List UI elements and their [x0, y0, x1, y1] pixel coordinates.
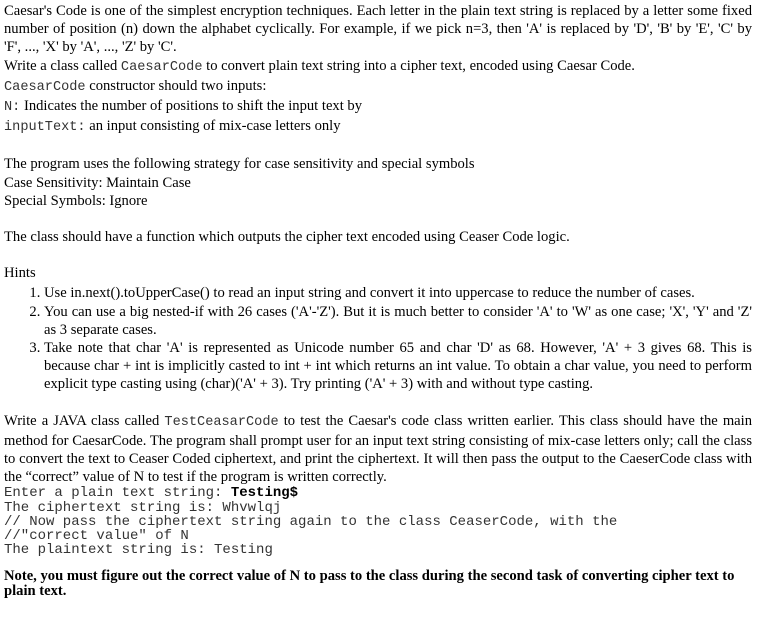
test-text-pre: Write a JAVA class called	[4, 412, 165, 429]
class-desc-text-2: to convert plain text string into a cipher text, encoded using Caesar Code.	[202, 57, 635, 74]
constructor-line	[4, 77, 752, 97]
input-n-code: N:	[4, 100, 21, 116]
hint-item: 3. Take note that char 'A' is represented as Unicode number 65 and char 'D' as 68. However, 'A' + 3 gives 68. This is because char + int is implicitly casted to int + int which returns an int value. To obtain a char value, you need to perform explicit type casting using (char)('A' + 3). Try printing ('A' + 3) with and without type casting.	[44, 339, 752, 394]
hint-item: 1. Use in.next().toUpperCase() to read an input string and convert it into uppercase to reduce the number of cases.	[44, 284, 752, 302]
test-class-paragraph	[4, 412, 752, 487]
intro-paragraph: Caesar's Code is one of the simplest encryption techniques. Each letter in the plain text string is replaced by a letter some fixed number of position (n) down the alphabet cyclically. For example, if we pick n=3, then 'A' is replaced by 'D', 'B' by 'E', 'C' by 'F', ..., 'X' by 'A', ..., 'Z' by 'C'.	[4, 3, 752, 56]
sample-line-3: // Now pass the ciphertext string again to the class CeaserCode, with the	[4, 513, 618, 530]
class-description	[4, 57, 752, 77]
input-text-desc: an input consisting of mix-case letters only	[85, 118, 341, 135]
test-class-code: TestCeasarCode	[164, 414, 279, 430]
class-name-code: CaesarCode	[120, 59, 203, 75]
input-text-code: inputText:	[4, 120, 86, 136]
strategy-line-3: Special Symbols: Ignore	[4, 192, 148, 209]
input-text-line	[4, 117, 752, 137]
strategy-line-2: Case Sensitivity: Maintain Case	[4, 174, 191, 191]
input-n-line	[4, 97, 752, 117]
function-line: The class should have a function which outputs the cipher text encoded using Ceaser Code logic.	[4, 229, 570, 246]
test-text-post: to test the Caesar's code class written earlier. This class should have the main method for CaesarCode. The program shall prompt user for an input text string consisting of mix-case letters only; call the class to convert the text to Ceaser Coded ciphertext, and print the ciphertext. It will then pass the output to the CaeserCode class with the “correct” value of N to test if the program is written correctly.	[4, 412, 752, 486]
hint-item: 2. You can use a big nested-if with 26 cases ('A'-'Z'). But it is much better to consider 'A' to 'W' as one case; 'X', 'Y' and 'Z' as 3 separate cases.	[44, 303, 752, 339]
hints-list	[4, 284, 752, 393]
sample-line-1	[4, 486, 752, 500]
strategy-line-1: The program uses the following strategy for case sensitivity and special symbols	[4, 156, 475, 173]
sample-line-5: The plaintext string is: Testing	[4, 542, 273, 559]
sample-line-2: The ciphertext string is: Whvwlqj	[4, 499, 282, 516]
sample-line-4: //"correct value" of N	[4, 528, 189, 545]
constructor-code: CaesarCode	[4, 79, 86, 95]
class-desc-text: Write a class called	[4, 57, 121, 74]
sample-output	[4, 486, 752, 557]
input-n-text: Indicates the number of positions to shift the input text by	[20, 98, 363, 115]
note-paragraph: Note, you must figure out the correct value of N to pass to the class during the second task of converting cipher text to plain text.	[4, 568, 735, 600]
document-body	[4, 2, 752, 599]
sample-prompt: Enter a plain text string:	[4, 485, 231, 502]
hints-title: Hints	[4, 265, 36, 282]
constructor-text: constructor should two inputs:	[85, 77, 267, 94]
sample-input: Testing$	[230, 485, 299, 502]
